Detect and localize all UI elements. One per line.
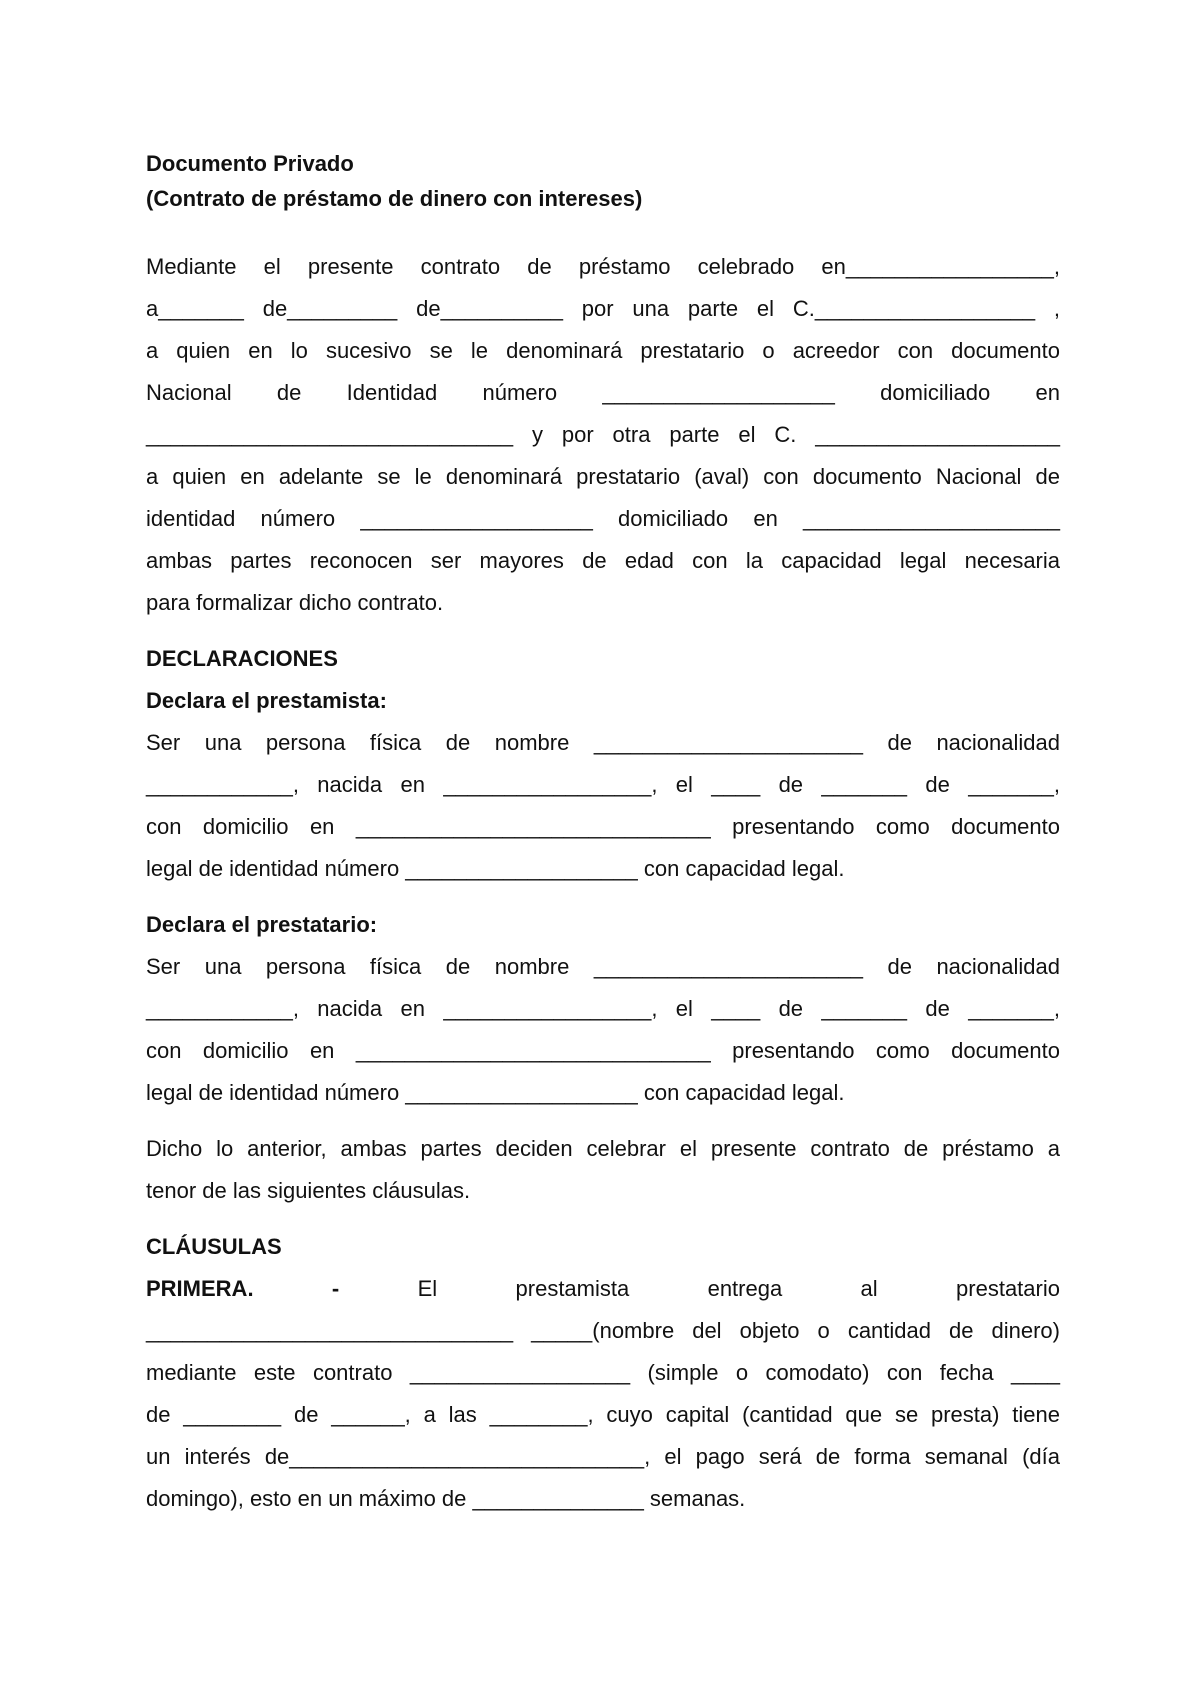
primera-first-line-text: El prestamista entrega al prestatario [417, 1276, 1060, 1301]
intro-line: a quien en adelante se le denominará prestatario (aval) con documento Nacional de [146, 464, 1060, 489]
intro-line: ambas partes reconocen ser mayores de edad con la capacidad legal necesaria [146, 548, 1060, 573]
dicho-line: tenor de las siguientes cláusulas. [146, 1178, 471, 1203]
intro-line: a quien en lo sucesivo se le denominará prestatario o acreedor con documento [146, 338, 1060, 363]
primera-line: ______________________________ _____(nombre del objeto o cantidad de dinero) [146, 1318, 1060, 1343]
primera-line: domingo), esto en un máximo de ______________ semanas. [146, 1486, 746, 1511]
prestatario-paragraph [146, 946, 1060, 1114]
primera-dash: - [331, 1276, 340, 1301]
intro-line: identidad número ___________________ domiciliado en _____________________ [146, 506, 1060, 531]
prestatario-line: legal de identidad número ___________________ con capacidad legal. [146, 1080, 845, 1105]
prestamista-line: con domicilio en _____________________________ presentando como documento [146, 814, 1060, 839]
document-title: Documento Privado [146, 151, 354, 176]
prestamista-line: Ser una persona física de nombre ______________________ de nacionalidad [146, 730, 1060, 755]
primera-first-line [146, 1268, 1060, 1310]
intro-line: Nacional de Identidad número ___________________ domiciliado en [146, 380, 1060, 405]
prestamista-line: legal de identidad número ___________________ con capacidad legal. [146, 856, 845, 881]
title-block [146, 146, 1060, 216]
primera-label: PRIMERA. [146, 1276, 254, 1301]
prestatario-heading: Declara el prestatario: [146, 912, 378, 937]
primera-line: de ________ de ______, a las ________, cuyo capital (cantidad que se presta) tiene [146, 1402, 1060, 1427]
dicho-paragraph [146, 1128, 1060, 1212]
clausulas-heading: CLÁUSULAS [146, 1234, 282, 1259]
prestamista-paragraph [146, 722, 1060, 890]
prestamista-line: ____________, nacida en _________________, el ____ de _______ de _______, [146, 772, 1060, 797]
intro-line: ______________________________ y por otra parte el C. ____________________ [146, 422, 1060, 447]
document-subtitle: (Contrato de préstamo de dinero con intereses) [146, 186, 643, 211]
document-page [146, 146, 1060, 1520]
prestatario-line: Ser una persona física de nombre ______________________ de nacionalidad [146, 954, 1060, 979]
primera-line: mediante este contrato __________________ (simple o comodato) con fecha ____ [146, 1360, 1060, 1385]
declaraciones-heading: DECLARACIONES [146, 646, 338, 671]
dicho-line: Dicho lo anterior, ambas partes deciden celebrar el presente contrato de préstamo a [146, 1136, 1060, 1161]
intro-line: para formalizar dicho contrato. [146, 590, 444, 615]
prestatario-line: ____________, nacida en _________________, el ____ de _______ de _______, [146, 996, 1060, 1021]
primera-clause [146, 1268, 1060, 1520]
prestamista-heading: Declara el prestamista: [146, 688, 387, 713]
intro-line: Mediante el presente contrato de préstamo celebrado en_________________, [146, 254, 1060, 279]
intro-line: a_______ de_________ de__________ por una parte el C.__________________ , [146, 296, 1060, 321]
prestatario-line: con domicilio en _____________________________ presentando como documento [146, 1038, 1060, 1063]
intro-paragraph [146, 246, 1060, 624]
primera-line: un interés de_____________________________, el pago será de forma semanal (día [146, 1444, 1060, 1469]
